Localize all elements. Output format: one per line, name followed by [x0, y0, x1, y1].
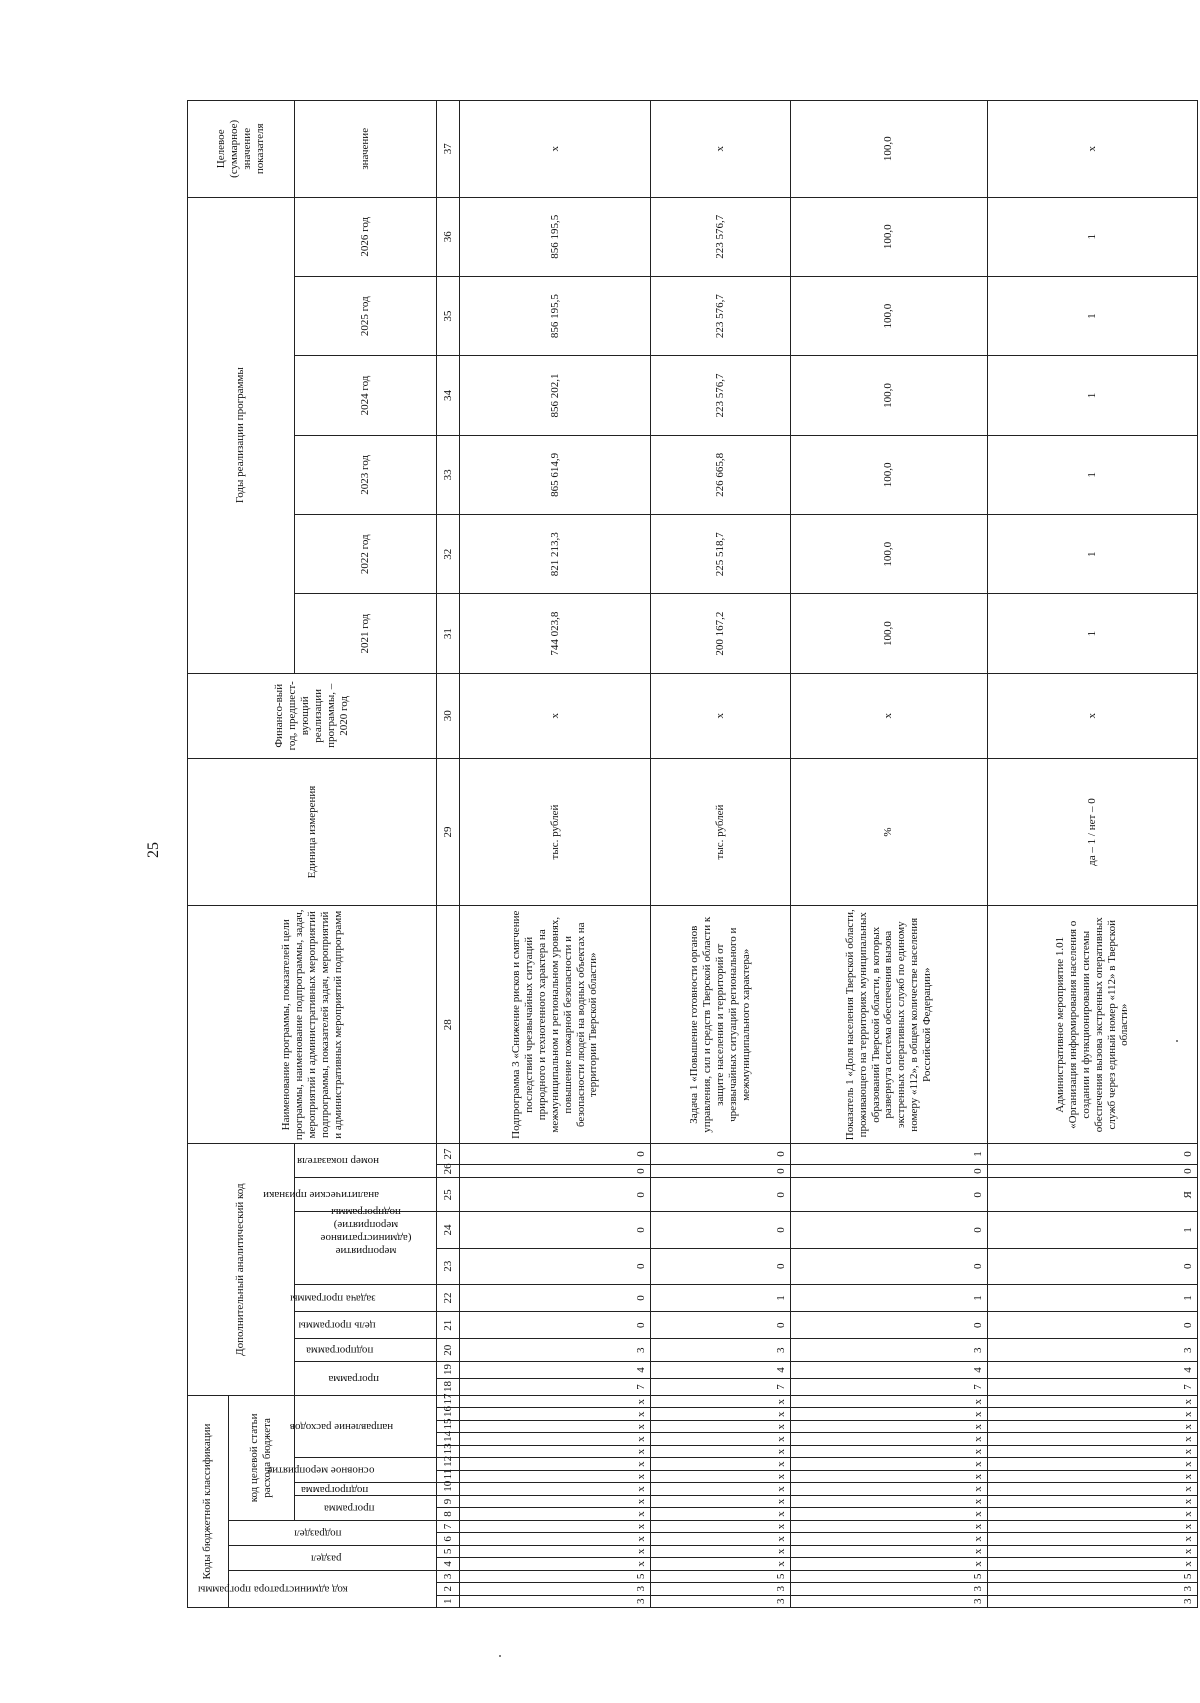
- column-number: 2: [437, 1583, 460, 1595]
- code-cell: 0: [988, 1144, 1198, 1164]
- year-value-cell: 856 195,5: [460, 276, 651, 355]
- code-cell: 0: [650, 1178, 790, 1212]
- column-number: 1: [437, 1595, 460, 1607]
- code-cell: x: [988, 1445, 1198, 1457]
- code-cell: x: [460, 1495, 651, 1507]
- fin-year-header: Финансо-вый год, предшест-вующий реализации программы, – 2020 год: [188, 673, 437, 758]
- budget-codes-header: Коды бюджетной классификации: [188, 1396, 229, 1608]
- code-cell: x: [650, 1433, 790, 1445]
- unit-cell: %: [790, 758, 987, 905]
- code-cell: 7: [790, 1379, 987, 1396]
- unit-header: Единица измерения: [188, 758, 437, 905]
- code-cell: x: [460, 1458, 651, 1470]
- year-value-cell: 821 213,3: [460, 515, 651, 594]
- code-cell: 0: [650, 1248, 790, 1284]
- code-cell: 1: [790, 1144, 987, 1164]
- code-cell: x: [988, 1495, 1198, 1507]
- razdel-header: раздел: [228, 1545, 437, 1570]
- column-number: 7: [437, 1520, 460, 1532]
- code-cell: x: [988, 1408, 1198, 1420]
- table-row: [988, 101, 1198, 1608]
- scan-speck: [499, 1655, 501, 1657]
- column-number: 9: [437, 1495, 460, 1507]
- code-cell: 0: [650, 1312, 790, 1339]
- code-cell: 0: [460, 1178, 651, 1212]
- code-cell: x: [650, 1420, 790, 1432]
- year-value-cell: 856 202,1: [460, 356, 651, 435]
- code-cell: 5: [460, 1570, 651, 1582]
- code-cell: x: [460, 1408, 651, 1420]
- code-cell: 3: [650, 1595, 790, 1607]
- table-row: [790, 101, 987, 1608]
- column-number: 8: [437, 1508, 460, 1520]
- code-cell: x: [988, 1433, 1198, 1445]
- code-cell: 5: [988, 1570, 1198, 1582]
- unit-cell: да – 1 / нет – 0: [988, 758, 1198, 905]
- column-number: 23: [437, 1248, 460, 1284]
- podrazdel-header: подраздел: [228, 1520, 437, 1545]
- code-cell: x: [790, 1558, 987, 1570]
- code-cell: x: [460, 1445, 651, 1457]
- value-header: значение: [294, 101, 436, 198]
- code-cell: 0: [790, 1164, 987, 1178]
- event-header: мероприятие (административное мероприятие) подпрограммы: [294, 1212, 436, 1285]
- code-cell: 0: [650, 1164, 790, 1178]
- code-cell: 4: [988, 1362, 1198, 1379]
- year-value-cell: 1: [988, 197, 1198, 276]
- code-cell: x: [460, 1558, 651, 1570]
- code-cell: x: [650, 1483, 790, 1495]
- year-value-cell: 223 576,7: [650, 197, 790, 276]
- year-value-cell: 1: [988, 594, 1198, 673]
- column-number: 28: [437, 906, 460, 1144]
- year-value-cell: 1: [988, 435, 1198, 514]
- column-number: 31: [437, 594, 460, 673]
- column-number: 19: [437, 1362, 460, 1379]
- code-cell: x: [988, 1396, 1198, 1408]
- target-value-cell: x: [650, 101, 790, 198]
- code-cell: x: [988, 1520, 1198, 1532]
- code-cell: x: [460, 1470, 651, 1482]
- year-header-2026: 2026 год: [294, 197, 436, 276]
- code-cell: x: [650, 1396, 790, 1408]
- years-group-header: Годы реализации программы: [188, 197, 295, 673]
- code-cell: 0: [460, 1312, 651, 1339]
- page-number: 25: [145, 842, 162, 858]
- code-cell: x: [988, 1458, 1198, 1470]
- code-cell: x: [650, 1408, 790, 1420]
- code-cell: 0: [650, 1144, 790, 1164]
- code-cell: x: [460, 1433, 651, 1445]
- scan-speck: [1176, 1040, 1178, 1042]
- code-cell: x: [650, 1495, 790, 1507]
- code-cell: x: [650, 1445, 790, 1457]
- column-number: 29: [437, 758, 460, 905]
- column-number: 33: [437, 435, 460, 514]
- year-value-cell: 225 518,7: [650, 515, 790, 594]
- target-value-cell: 100,0: [790, 101, 987, 198]
- column-number: 35: [437, 276, 460, 355]
- code-cell: x: [790, 1408, 987, 1420]
- code-cell: x: [790, 1520, 987, 1532]
- column-number: 32: [437, 515, 460, 594]
- column-number: 21: [437, 1312, 460, 1339]
- code-cell: x: [790, 1458, 987, 1470]
- fin-year-cell: x: [790, 673, 987, 758]
- year-value-cell: 223 576,7: [650, 356, 790, 435]
- code-cell: 3: [650, 1339, 790, 1362]
- target-value-cell: x: [988, 101, 1198, 198]
- code-cell: x: [790, 1545, 987, 1557]
- column-number: 4: [437, 1558, 460, 1570]
- column-number: 12: [437, 1458, 460, 1470]
- code-cell: 0: [460, 1248, 651, 1284]
- code-cell: 0: [790, 1312, 987, 1339]
- unit-cell: тыс. рублей: [460, 758, 651, 905]
- column-number: 24: [437, 1212, 460, 1248]
- code-cell: 0: [790, 1248, 987, 1284]
- code-cell: x: [988, 1545, 1198, 1557]
- year-value-cell: 223 576,7: [650, 276, 790, 355]
- column-number: 3: [437, 1570, 460, 1582]
- additional-code-header: Дополнительный аналитический код: [188, 1144, 295, 1396]
- code-cell: x: [988, 1420, 1198, 1432]
- code-cell: x: [650, 1470, 790, 1482]
- year-value-cell: 744 023,8: [460, 594, 651, 673]
- year-header-2021: 2021 год: [294, 594, 436, 673]
- target-value-cell: x: [460, 101, 651, 198]
- year-value-cell: 100,0: [790, 515, 987, 594]
- code-cell: x: [460, 1520, 651, 1532]
- task-header: задача программы: [294, 1284, 436, 1311]
- code-cell: x: [790, 1508, 987, 1520]
- column-number: 11: [437, 1470, 460, 1482]
- code-cell: 3: [988, 1595, 1198, 1607]
- year-value-cell: 100,0: [790, 435, 987, 514]
- code-cell: x: [460, 1396, 651, 1408]
- year-header-2025: 2025 год: [294, 276, 436, 355]
- fin-year-cell: x: [460, 673, 651, 758]
- code-cell: x: [988, 1558, 1198, 1570]
- expense-direction-header: направление расходов: [294, 1396, 436, 1458]
- fin-year-cell: x: [988, 673, 1198, 758]
- code-cell: 3: [460, 1595, 651, 1607]
- column-number: 30: [437, 673, 460, 758]
- year-header-2022: 2022 год: [294, 515, 436, 594]
- goal-header: цель программы: [294, 1312, 436, 1339]
- target-article-header: код целевой статьи расхода бюджета: [228, 1396, 294, 1521]
- column-number: 20: [437, 1339, 460, 1362]
- column-number: 34: [437, 356, 460, 435]
- code-cell: x: [790, 1470, 987, 1482]
- column-number: 27: [437, 1144, 460, 1164]
- column-number: 26: [437, 1164, 460, 1178]
- program-table: [187, 100, 1198, 1608]
- code-cell: 3: [790, 1339, 987, 1362]
- column-number: 14: [437, 1433, 460, 1445]
- code-cell: 1: [790, 1284, 987, 1311]
- year-header-2023: 2023 год: [294, 435, 436, 514]
- column-number: 17: [437, 1396, 460, 1408]
- code-cell: 5: [790, 1570, 987, 1582]
- code-cell: 3: [790, 1595, 987, 1607]
- code-cell: x: [790, 1433, 987, 1445]
- item-name-cell: Подпрограмма 3 «Снижение рисков и смягчение последствий чрезвычайных ситуаций природного и техногенного характера на межмуниципальном и региональном уровнях, повышение пожарной безопасности и безопасности людей на водных объектах на территории Тверской области»: [460, 906, 651, 1144]
- code-cell: 0: [460, 1164, 651, 1178]
- rotated-page-content: [187, 100, 1198, 1608]
- code-cell: 4: [650, 1362, 790, 1379]
- column-number: 18: [437, 1379, 460, 1396]
- item-name-cell: Показатель 1 «Доля населения Тверской области, проживающего на территориях муниципальных образований Тверской области, в которых развернута система обеспечения вызова экстренных оперативных служб по единому номеру «112», в общем количестве населения Российской Федерации»: [790, 906, 987, 1144]
- unit-cell: тыс. рублей: [650, 758, 790, 905]
- code-cell: 5: [650, 1570, 790, 1582]
- fin-year-cell: x: [650, 673, 790, 758]
- column-number: 10: [437, 1483, 460, 1495]
- code-cell: x: [988, 1470, 1198, 1482]
- year-value-cell: 100,0: [790, 594, 987, 673]
- year-value-cell: 100,0: [790, 276, 987, 355]
- year-value-cell: 1: [988, 356, 1198, 435]
- column-number: 37: [437, 101, 460, 198]
- code-cell: x: [988, 1533, 1198, 1545]
- code-cell: 3: [650, 1583, 790, 1595]
- column-number: 5: [437, 1545, 460, 1557]
- column-number: 6: [437, 1533, 460, 1545]
- code-cell: x: [460, 1483, 651, 1495]
- table-row: [650, 101, 790, 1608]
- target-header: Целевое (суммарное) значение показателя: [188, 101, 295, 198]
- code-cell: x: [650, 1458, 790, 1470]
- code-cell: 0: [790, 1178, 987, 1212]
- column-number: 16: [437, 1408, 460, 1420]
- code-cell: 0: [460, 1212, 651, 1248]
- code-cell: 1: [988, 1212, 1198, 1248]
- code-cell: 3: [460, 1583, 651, 1595]
- code-cell: 0: [988, 1248, 1198, 1284]
- item-name-cell: Административное мероприятие 1.01 «Организация информирования населения о создании и функционировании системы обеспечения вызова экстренных оперативных служб через единый номер «112» в Тверской области»: [988, 906, 1198, 1144]
- item-name-cell: Задача 1 «Повышение готовности органов управления, сил и средств Тверской области к защите населения и территорий от чрезвычайных ситуаций регионального и межмуниципального характера»: [650, 906, 790, 1144]
- analytic-sign-header: аналитические признаки: [294, 1178, 436, 1212]
- code-cell: 4: [460, 1362, 651, 1379]
- code-cell: Я: [988, 1178, 1198, 1212]
- podprogramma-header: подпрограмма: [294, 1483, 436, 1495]
- code-cell: x: [790, 1420, 987, 1432]
- column-number: 13: [437, 1445, 460, 1457]
- year-value-cell: 865 614,9: [460, 435, 651, 514]
- code-cell: 3: [988, 1583, 1198, 1595]
- code-cell: 0: [988, 1164, 1198, 1178]
- name-header: Наименование программы, показателей цели программы, наименование подпрограммы, задач, мероприятий и административных мероприятий подпрограммы, показателей задач, мероприятий и административных мероприятий подпрограмм: [188, 906, 437, 1144]
- add-programma-header: программа: [294, 1362, 436, 1396]
- code-cell: x: [460, 1545, 651, 1557]
- code-cell: x: [790, 1495, 987, 1507]
- year-value-cell: 100,0: [790, 356, 987, 435]
- year-value-cell: 856 195,5: [460, 197, 651, 276]
- column-number: 22: [437, 1284, 460, 1311]
- code-cell: x: [790, 1483, 987, 1495]
- year-value-cell: 200 167,2: [650, 594, 790, 673]
- code-cell: 3: [460, 1339, 651, 1362]
- code-cell: 7: [650, 1379, 790, 1396]
- programma-header: программа: [294, 1495, 436, 1520]
- indicator-number-header: номер показателя: [294, 1144, 436, 1178]
- code-cell: x: [650, 1508, 790, 1520]
- year-header-2024: 2024 год: [294, 356, 436, 435]
- year-value-cell: 100,0: [790, 197, 987, 276]
- column-number-row: [437, 101, 460, 1608]
- code-cell: x: [460, 1508, 651, 1520]
- code-cell: x: [988, 1508, 1198, 1520]
- code-cell: 3: [988, 1339, 1198, 1362]
- code-cell: 0: [790, 1212, 987, 1248]
- code-cell: x: [460, 1533, 651, 1545]
- code-cell: 4: [790, 1362, 987, 1379]
- column-number: 36: [437, 197, 460, 276]
- add-podprogramma-header: подпрограмма: [294, 1339, 436, 1362]
- code-cell: x: [650, 1520, 790, 1532]
- code-cell: 3: [790, 1583, 987, 1595]
- year-value-cell: 1: [988, 515, 1198, 594]
- code-cell: 1: [650, 1284, 790, 1311]
- code-cell: x: [650, 1558, 790, 1570]
- code-cell: x: [460, 1420, 651, 1432]
- code-cell: x: [790, 1445, 987, 1457]
- code-cell: 1: [988, 1284, 1198, 1311]
- code-cell: x: [790, 1396, 987, 1408]
- code-cell: 0: [988, 1312, 1198, 1339]
- code-cell: 7: [988, 1379, 1198, 1396]
- year-value-cell: 226 665,8: [650, 435, 790, 514]
- code-cell: x: [650, 1545, 790, 1557]
- admin-code-header: код администратора программы: [228, 1570, 437, 1607]
- column-number: 25: [437, 1178, 460, 1212]
- code-cell: 7: [460, 1379, 651, 1396]
- code-cell: 0: [650, 1212, 790, 1248]
- code-cell: 0: [460, 1284, 651, 1311]
- code-cell: 0: [460, 1144, 651, 1164]
- main-event-header: основное мероприятие: [294, 1458, 436, 1483]
- code-cell: x: [650, 1533, 790, 1545]
- column-number: 15: [437, 1420, 460, 1432]
- code-cell: x: [988, 1483, 1198, 1495]
- table-row: [460, 101, 651, 1608]
- year-value-cell: 1: [988, 276, 1198, 355]
- code-cell: x: [790, 1533, 987, 1545]
